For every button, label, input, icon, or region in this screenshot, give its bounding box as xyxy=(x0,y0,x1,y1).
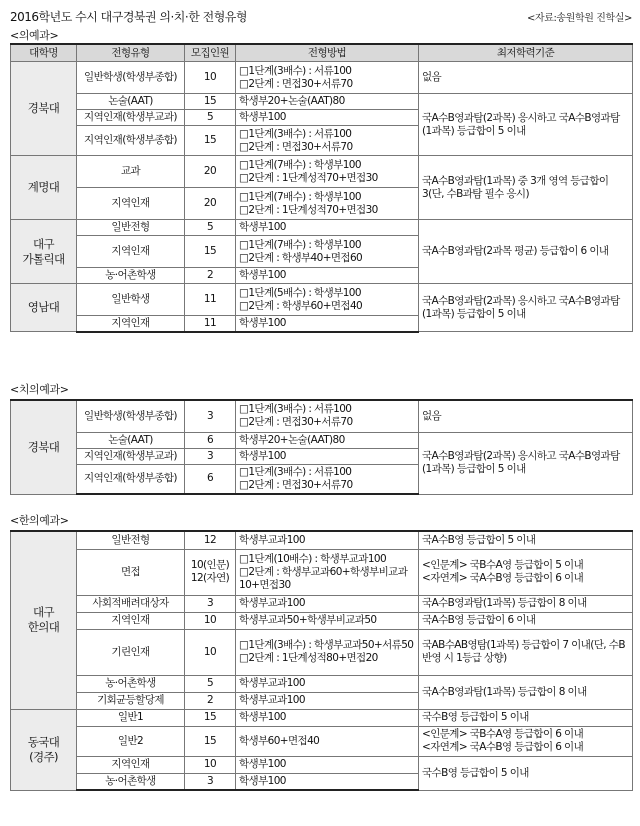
type-cell: 교과 xyxy=(77,156,185,188)
method-cell: 학생부100 xyxy=(236,268,419,284)
table-row xyxy=(11,549,633,595)
method-cell: 학생부100 xyxy=(236,316,419,332)
type-cell: 사회적배려대상자 xyxy=(77,595,185,612)
type-cell: 기린인재 xyxy=(77,629,185,675)
method-cell: □1단계(3배수) : 서류100 □2단계 : 면접30+서류70 xyxy=(236,62,419,94)
type-cell: 지역인재 xyxy=(77,612,185,629)
type-cell: 지역인재(학생부종합) xyxy=(77,464,185,494)
type-cell: 지역인재(학생부교과) xyxy=(77,448,185,464)
count-cell: 5 xyxy=(185,110,236,126)
method-cell: 학생부100 xyxy=(236,756,419,773)
count-cell: 15 xyxy=(185,236,236,268)
count-cell: 5 xyxy=(185,675,236,692)
univ-cell: 계명대 xyxy=(11,156,77,220)
type-cell: 논술(AAT) xyxy=(77,94,185,110)
table-header-row xyxy=(11,44,633,62)
count-cell: 10 xyxy=(185,629,236,675)
type-cell: 지역인재 xyxy=(77,236,185,268)
type-cell: 논술(AAT) xyxy=(77,432,185,448)
type-cell: 지역인재(학생부종합) xyxy=(77,126,185,156)
table-row xyxy=(11,432,633,448)
count-cell: 6 xyxy=(185,464,236,494)
min-cell: 국A수B영 등급합이 5 이내 xyxy=(419,531,633,549)
count-cell: 10(인문) 12(자연) xyxy=(185,549,236,595)
header-min: 최저학력기준 xyxy=(419,44,633,62)
type-cell: 일반학생(학생부종합) xyxy=(77,400,185,432)
type-cell: 일반학생(학생부종합) xyxy=(77,62,185,94)
table-row xyxy=(11,629,633,675)
count-cell: 15 xyxy=(185,94,236,110)
table-row xyxy=(11,94,633,110)
header-type: 전형유형 xyxy=(77,44,185,62)
table-row xyxy=(11,675,633,692)
type-cell: 농·어촌학생 xyxy=(77,675,185,692)
method-cell: 학생부100 xyxy=(236,773,419,790)
min-cell: 국수B영 등급합이 5 이내 xyxy=(419,709,633,726)
type-cell: 일반1 xyxy=(77,709,185,726)
univ-cell: 영남대 xyxy=(11,284,77,332)
table-row xyxy=(11,595,633,612)
count-cell: 5 xyxy=(185,220,236,236)
min-cell: 없음 xyxy=(419,62,633,94)
table-row xyxy=(11,284,633,316)
method-cell: 학생부교과100 xyxy=(236,675,419,692)
section-label-oriental-medicine: <한의예과> xyxy=(10,514,69,527)
method-cell: 학생부교과100 xyxy=(236,531,419,549)
min-cell: <인문계> 국B수A영 등급합이 6 이내 <자연계> 국A수B영 등급합이 6 이내 xyxy=(419,726,633,756)
min-cell: 국수B영 등급합이 5 이내 xyxy=(419,756,633,790)
count-cell: 2 xyxy=(185,692,236,709)
source-credit: <자료:송원학원 진학실> xyxy=(526,13,632,24)
univ-cell: 경북대 xyxy=(11,62,77,156)
method-cell: 학생부교과100 xyxy=(236,692,419,709)
type-cell: 농·어촌학생 xyxy=(77,773,185,790)
section-label-dentistry: <치의예과> xyxy=(10,383,69,396)
count-cell: 20 xyxy=(185,188,236,220)
type-cell: 일반2 xyxy=(77,726,185,756)
table-row xyxy=(11,726,633,756)
method-cell: □1단계(3배수) : 서류100 □2단계 : 면접30+서류70 xyxy=(236,400,419,432)
count-cell: 10 xyxy=(185,756,236,773)
count-cell: 6 xyxy=(185,432,236,448)
count-cell: 11 xyxy=(185,316,236,332)
header-count: 모집인원 xyxy=(185,44,236,62)
count-cell: 15 xyxy=(185,726,236,756)
type-cell: 지역인재 xyxy=(77,756,185,773)
method-cell: □1단계(3배수) : 서류100 □2단계 : 면접30+서류70 xyxy=(236,126,419,156)
table-dentistry xyxy=(10,399,633,495)
min-cell: 국A수B영 등급합이 6 이내 xyxy=(419,612,633,629)
univ-cell: 대구 한의대 xyxy=(11,531,77,709)
count-cell: 11 xyxy=(185,284,236,316)
count-cell: 3 xyxy=(185,595,236,612)
count-cell: 2 xyxy=(185,268,236,284)
method-cell: □1단계(3배수) : 서류100 □2단계 : 면접30+서류70 xyxy=(236,464,419,494)
table-row xyxy=(11,62,633,94)
table-row xyxy=(11,156,633,188)
type-cell: 일반학생 xyxy=(77,284,185,316)
count-cell: 15 xyxy=(185,126,236,156)
min-cell: 국AB수AB영탐(1과목) 등급합이 7 이내(단, 수B 반영 시 1등급 상향) xyxy=(419,629,633,675)
method-cell: 학생부60+면접40 xyxy=(236,726,419,756)
table-row xyxy=(11,400,633,432)
table-row xyxy=(11,220,633,236)
type-cell: 지역인재(학생부교과) xyxy=(77,110,185,126)
min-cell: 국A수B영과탐(2과목) 응시하고 국A수B영과탐(1과목) 등급합이 5 이내 xyxy=(419,432,633,494)
count-cell: 3 xyxy=(185,773,236,790)
count-cell: 10 xyxy=(185,62,236,94)
method-cell: 학생부100 xyxy=(236,110,419,126)
method-cell: □1단계(7배수) : 학생부100 □2단계 : 1단계성적70+면접30 xyxy=(236,188,419,220)
method-cell: □1단계(7배수) : 학생부100 □2단계 : 1단계성적70+면접30 xyxy=(236,156,419,188)
type-cell: 지역인재 xyxy=(77,188,185,220)
page-title: 2016학년도 수시 대구경북권 의·치·한 전형유형 xyxy=(10,10,247,24)
table-medicine xyxy=(10,43,633,333)
method-cell: 학생부20+논술(AAT)80 xyxy=(236,432,419,448)
type-cell: 농·어촌학생 xyxy=(77,268,185,284)
method-cell: □1단계(3배수) : 학생부교과50+서류50 □2단계 : 1단계성적80+면접20 xyxy=(236,629,419,675)
type-cell: 일반전형 xyxy=(77,220,185,236)
method-cell: 학생부100 xyxy=(236,448,419,464)
min-cell: 국A수B영과탐(1과목) 등급합이 8 이내 xyxy=(419,595,633,612)
type-cell: 지역인재 xyxy=(77,316,185,332)
min-cell: 국A수B영과탐(1과목) 등급합이 8 이내 xyxy=(419,675,633,709)
method-cell: 학생부20+논술(AAT)80 xyxy=(236,94,419,110)
count-cell: 3 xyxy=(185,448,236,464)
table-row xyxy=(11,709,633,726)
method-cell: 학생부100 xyxy=(236,709,419,726)
count-cell: 10 xyxy=(185,612,236,629)
univ-cell: 동국대 (경주) xyxy=(11,709,77,790)
univ-cell: 경북대 xyxy=(11,400,77,494)
method-cell: □1단계(5배수) : 학생부100 □2단계 : 학생부60+면접40 xyxy=(236,284,419,316)
min-cell: 국A수B영과탐(1과목) 중 3개 영역 등급합이 3(단, 수B과탐 필수 응시) xyxy=(419,156,633,220)
method-cell: 학생부100 xyxy=(236,220,419,236)
table-oriental-medicine xyxy=(10,530,633,791)
section-label-medicine: <의예과> xyxy=(10,29,59,42)
table-row xyxy=(11,612,633,629)
min-cell: 국A수B영과탐(2과목 평균) 등급합이 6 이내 xyxy=(419,220,633,284)
min-cell: <인문계> 국B수A영 등급합이 5 이내 <자연계> 국A수B영 등급합이 6 이내 xyxy=(419,549,633,595)
min-cell: 국A수B영과탐(2과목) 응시하고 국A수B영과탐(1과목) 등급합이 5 이내 xyxy=(419,284,633,332)
header-univ: 대학명 xyxy=(11,44,77,62)
univ-cell: 대구 가톨릭대 xyxy=(11,220,77,284)
count-cell: 15 xyxy=(185,709,236,726)
method-cell: □1단계(10배수) : 학생부교과100 □2단계 : 학생부교과60+학생부비교과10+면접30 xyxy=(236,549,419,595)
min-cell: 국A수B영과탐(2과목) 응시하고 국A수B영과탐(1과목) 등급합이 5 이내 xyxy=(419,94,633,156)
type-cell: 일반전형 xyxy=(77,531,185,549)
method-cell: 학생부교과100 xyxy=(236,595,419,612)
method-cell: 학생부교과50+학생부비교과50 xyxy=(236,612,419,629)
header-method: 전형방법 xyxy=(236,44,419,62)
count-cell: 20 xyxy=(185,156,236,188)
count-cell: 3 xyxy=(185,400,236,432)
table-row xyxy=(11,756,633,773)
method-cell: □1단계(7배수) : 학생부100 □2단계 : 학생부40+면접60 xyxy=(236,236,419,268)
count-cell: 12 xyxy=(185,531,236,549)
type-cell: 기회균등할당제 xyxy=(77,692,185,709)
table-row xyxy=(11,531,633,549)
min-cell: 없음 xyxy=(419,400,633,432)
type-cell: 면접 xyxy=(77,549,185,595)
